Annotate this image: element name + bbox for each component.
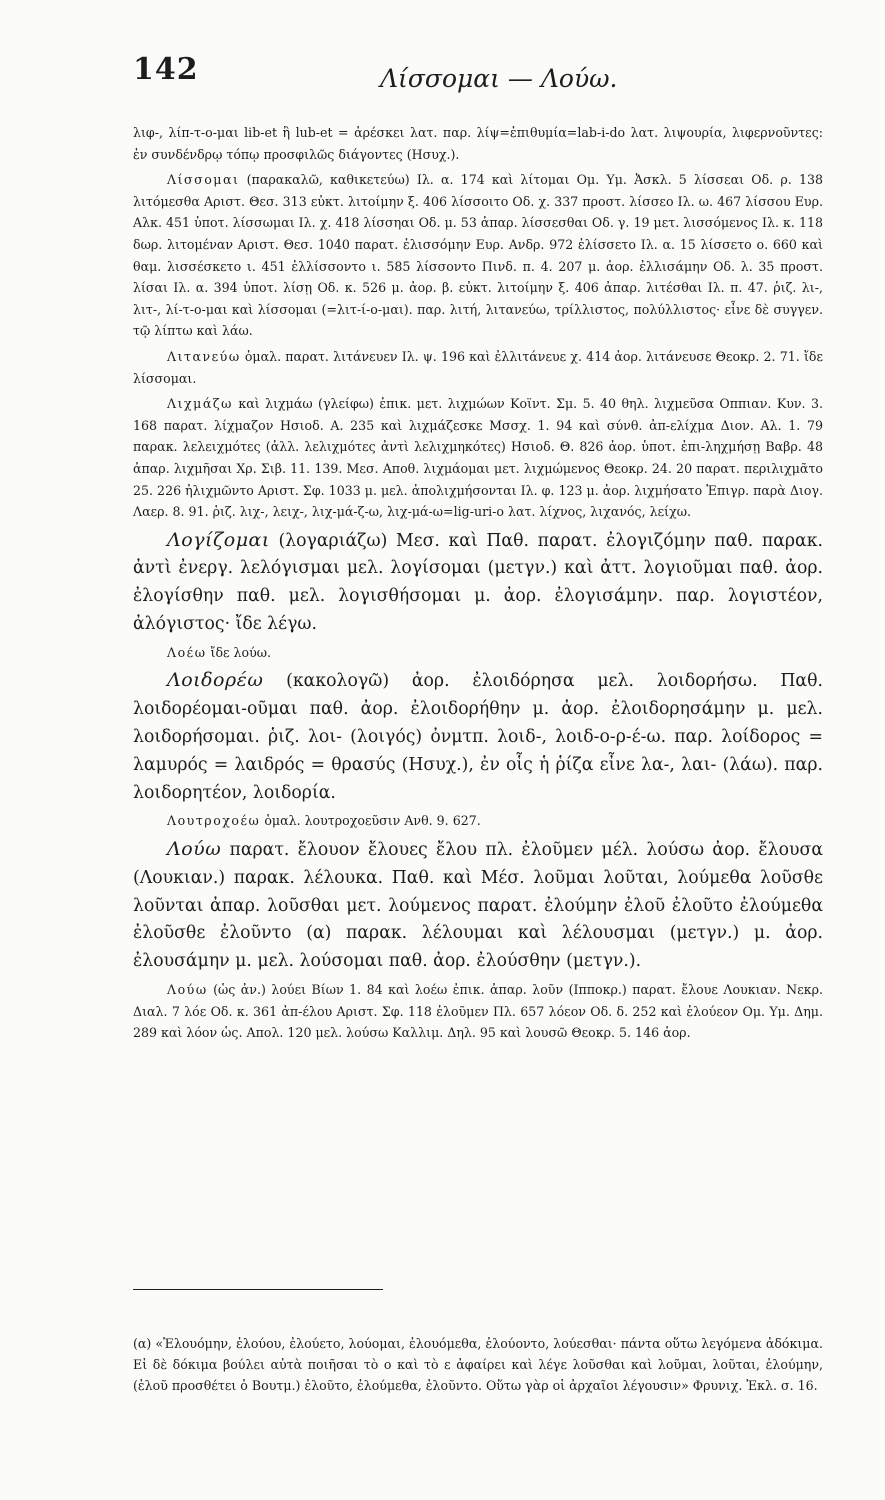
- entry-text: (κακολογῶ) ἀορ. ἐλοιδόρησα μελ. λοιδορήσω. Παθ. λοιδορέομαι-οῦμαι παθ. ἀορ. ἐλοιδορήθην μ. ἀορ. ἐλοιδορησάμην μ. μελ. λοιδορήσομαι. ῥιζ. λοι- (λοιγός) ὀνμτπ. λοιδ-, λοιδ-ο-ρ-έ-ω. παρ. λοίδορος = λαμυρός = λαιδρός = θρασύς (Ησυχ.), ἐν οἷς ἡ ῥίζα εἶνε λα-, λαι- (λάω). παρ. λοιδορητέον, λοιδορία.: [133, 671, 823, 803]
- entry-text: ὁμαλ. παρατ. λιτάνευεν Ιλ. ψ. 196 καὶ ἐλλιτάνευε χ. 414 ἀορ. λιτάνευσε Θεοκρ. 2. 71. ἴδε λίσσομαι.: [133, 348, 823, 386]
- running-head: Λίσσομαι — Λούω.: [380, 64, 618, 93]
- dictionary-entry: [133, 810, 823, 832]
- entry-text: (ὡς ἀν.) λούει Βίων 1. 84 καὶ λοέω ἐπικ. ἀπαρ. λοῦν (Ιπποκρ.) παρατ. ἔλουε Λουκιαν. Νεκρ. Διαλ. 7 λόε Οδ. κ. 361 ἀπ-έλου Αριστ. Σφ. 118 ἐλοῦμεν Πλ. 657 λόεον Οδ. δ. 252 καὶ ἐλούεον Ομ. Υμ. Δημ. 289 καὶ λόον ὡς. Απολ. 120 μελ. λούσω Καλλιμ. Δηλ. 95 καὶ λουσῶ Θεοκρ. 5. 146 ἀορ.: [133, 982, 823, 1041]
- entry-lemma: Λογίζομαι: [167, 528, 270, 551]
- entry-lemma: Λίσσομαι: [167, 172, 240, 188]
- dictionary-entry: [133, 642, 823, 664]
- dictionary-entry: [133, 393, 823, 523]
- dictionary-entry: [133, 836, 823, 976]
- dictionary-entry: [133, 979, 823, 1044]
- entry-lemma: Λούω: [167, 838, 222, 861]
- entry-text: καὶ λιχμάω (γλείφω) ἐπικ. μετ. λιχμώων Κοϊντ. Σμ. 5. 40 θηλ. λιχμεῦσα Οππιαν. Κυν. 3. 168 παρατ. λίχμαζον Ησιοδ. Α. 235 καὶ λιχμάζεσκε Μσσχ. 1. 94 καὶ σύνθ. ἀπ-ελίχμα Διον. Αλ. 1. 79 παρακ. λελειχμότες (ἀλλ. λελιχμότες ἀντὶ λελιχμηκότες) Ησιοδ. Θ. 826 ἀορ. ὑποτ. ἐπι-ληχμήσῃ Βαβρ. 48 ἀπαρ. λιχμῆσαι Χρ. Σιβ. 11. 139. Μεσ. Αποθ. λιχμάομαι μετ. λιχμώμενος Θεοκρ. 24. 20 παρατ. περιλιχμᾶτο 25. 226 ἠλιχμῶντο Αριστ. Σφ. 1033 μ. μελ. ἀπολιχμήσονται Ιλ. φ. 123 μ. ἀορ. λιχμήσατο Ἐπιγρ. παρὰ Διογ. Λαερ. 8. 91. ῥιζ. λιχ-, λειχ-, λιχ-μά-ζ-ω, λιχ-μά-ω=lig-uri-o λατ. λίχνος, λιχανός, λείχω.: [133, 396, 823, 520]
- dictionary-body: [133, 122, 823, 1048]
- dictionary-entry: [133, 346, 823, 389]
- dictionary-entry: [133, 667, 823, 807]
- entry-lemma: Λιχμάζω: [167, 396, 233, 412]
- entry-text: λιφ-, λίπ-τ-ο-μαι lib-et ἢ lub-et = ἀρέσκει λατ. παρ. λίψ=ἐπιθυμία=lab-i-do λατ. λιψουρία, λιφερνοῦντες: ἐν συνδένδρῳ τόπῳ προσφιλῶς διάγοντες (Ησυχ.).: [133, 125, 823, 162]
- page-number: 142: [133, 52, 199, 87]
- entry-lemma: Λοέω: [167, 644, 207, 660]
- entry-text: ἴδε λούω.: [210, 644, 272, 660]
- footnote-rule: [133, 1289, 383, 1290]
- entry-text: (παρακαλῶ, καθικετεύω) Ιλ. α. 174 καὶ λίτομαι Ομ. Υμ. Ἀσκλ. 5 λίσσεαι Οδ. ρ. 138 λιτόμεσθα Αριστ. Θεσ. 313 εὐκτ. λιτοίμην ξ. 406 λίσσοιτο Οδ. χ. 337 προστ. λίσσεο Ιλ. ω. 467 λίσσου Ευρ. Αλκ. 451 ὑποτ. λίσσωμαι Ιλ. χ. 418 λίσσηαι Οδ. μ. 53 ἀπαρ. λίσσεσθαι Οδ. γ. 19 μετ. λισσόμενος Ιλ. κ. 118 δωρ. λιτομέναν Αριστ. Θεσ. 1040 παρατ. ἐλισσόμην Ευρ. Ανδρ. 972 ἐλίσσετο Ιλ. α. 15 λίσσετο ο. 660 καὶ θαμ. λισσέσκετο ι. 451 ἐλλίσσοντο ι. 585 λίσσοντο Πινδ. π. 4. 207 μ. ἀορ. ἐλλισάμην Οδ. λ. 35 προστ. λίσαι Ιλ. α. 394 ὑποτ. λίσῃ Οδ. κ. 526 μ. ἀορ. β. εὐκτ. λιτοίμην ξ. 406 ἀπαρ. λιτέσθαι Ιλ. π. 47. ῥιζ. λι-, λιτ-, λί-τ-ο-μαι καὶ λίσσομαι (=λιτ-ί-ο-μαι). παρ. λιτή, λιτανεύω, τρίλλιστος, πολύλλιστος· εἶνε δὲ συγγεν. τῷ λίπτω καὶ λάω.: [133, 172, 823, 339]
- dictionary-entry: [133, 169, 823, 342]
- entry-lemma: Λοιδορέω: [167, 669, 264, 692]
- dictionary-entry: [133, 122, 823, 165]
- entry-text: παρατ. ἔλουον ἔλουες ἔλου πλ. ἐλοῦμεν μέλ. λούσω ἀορ. ἔλουσα (Λουκιαν.) παρακ. λέλουκα. Παθ. καὶ Μέσ. λοῦμαι λοῦται, λούμεθα λοῦσθε λοῦνται ἀπαρ. λοῦσθαι μετ. λούμενος παρατ. ἐλούμην ἐλοῦ ἐλοῦτο ἐλούμεθα ἐλοῦσθε ἐλοῦντο (α) παρακ. λέλουμαι καὶ λέλουσμαι (μετγν.) μ. ἀορ. ἐλουσάμην μ. μελ. λούσομαι παθ. ἀορ. ἐλούσθην (μετγν.).: [133, 840, 823, 972]
- dictionary-entry: [133, 527, 823, 639]
- entry-lemma: Λιτανεύω: [167, 348, 241, 364]
- entry-lemma: Λουτροχοέω: [167, 813, 261, 829]
- entry-lemma: Λούω: [167, 982, 208, 998]
- entry-text: (λογαριάζω) Μεσ. καὶ Παθ. παρατ. ἐλογιζόμην παθ. παρακ. ἀντὶ ἐνεργ. λελόγισμαι μελ. λογίσομαι (μετγν.) καὶ ἀττ. λογιοῦμαι παθ. ἀορ. ἐλογίσθην παθ. μελ. λογισθήσομαι μ. ἀορ. ἐλογισάμην. παρ. λογιστέον, ἀλόγιστος· ἴδε λέγω.: [133, 530, 823, 635]
- entry-text: ὁμαλ. λουτροχοεῦσιν Ανθ. 9. 627.: [264, 813, 481, 829]
- footnote: (α) «Ἐλουόμην, ἐλούου, ἐλούετο, λούομαι, ἐλουόμεθα, ἐλούοντο, λούεσθαι· πάντα οὕτω λεγόμενα ἀδόκιμα. Εἰ δὲ δόκιμα βούλει αὐτὰ ποιῆσαι τὸ ο καὶ τὸ ε ἀφαίρει καὶ λέγε λοῦσθαι καὶ λοῦμαι, λοῦται, ἐλούμην, (ἐλοῦ προσθέτει ὁ Βουτμ.) ἐλοῦτο, ἐλούμεθα, ἐλοῦντο. Οὕτω γὰρ οἱ ἀρχαῖοι λέγουσιν» Φρυνιχ. Ἐκλ. σ. 16.: [133, 1335, 823, 1393]
